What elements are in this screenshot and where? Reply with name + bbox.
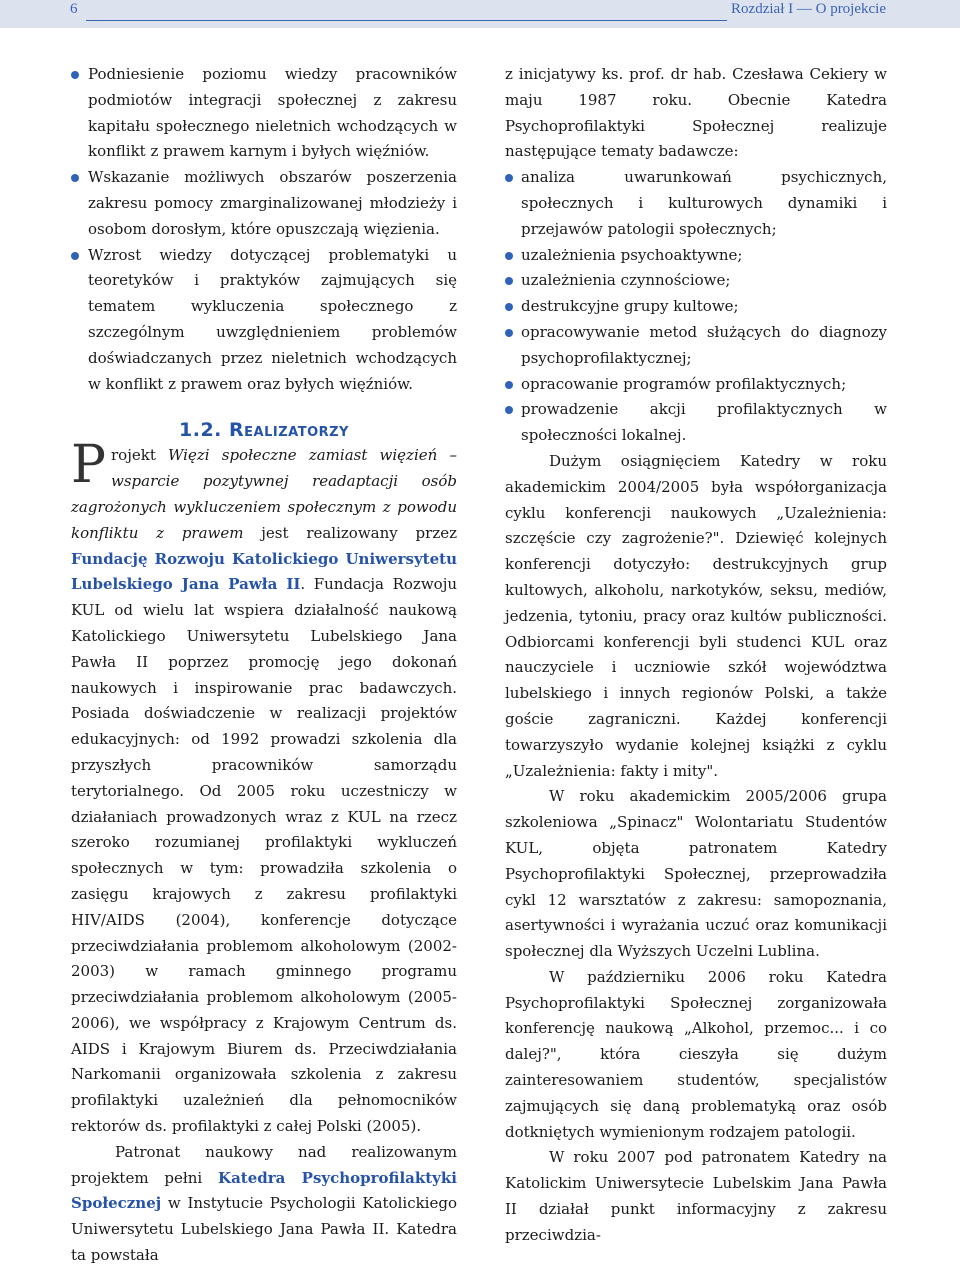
paragraph: [71, 435, 458, 1140]
page-number: 6: [70, 1, 78, 17]
list-item: analiza uwarunkowań psychicznych, społecznych i kulturowych dynamiki i przejawów patologii społecznych;: [505, 165, 887, 242]
paragraph: z inicjatywy ks. prof. dr hab. Czesława Cekiery w maju 1987 roku. Obecnie Katedra Psychoprofilaktyki Społecznej realizuje następujące tematy badawcze:: [505, 65, 887, 161]
list-item: Wzrost wiedzy dotyczącej problematyki u teoretyków i praktyków zajmujących się tematem wykluczenia społecznego z szczególnym uwzględnieniem problemów doświadczanych przez nieletnich wchodzących w konflikt z prawem oraz byłych więźniów.: [71, 243, 457, 398]
text-run: . Fundacja Rozwoju KUL od wielu lat wspiera działalność naukową Katolickiego Uniwersytetu Lubelskiego Jana Pawła II poprzez promocję jego dokonań naukowych i inspirowanie prac badawczych. Posiada doświadczenie w realizacji projektów edukacyjnych: od 1992 prowadzi szkolenia dla przyszłych pracowników samorządu terytorialnego. Od 2005 roku uczestniczy w działaniach prowadzonych wraz z KUL na rzecz szeroko rozumianej profilaktyki wykluczeń społecznych w tym: prowadziła szkolenia o zasięgu krajowych z zakresu profilaktyki HIV/AIDS (2004), konferencje dotyczące przeciwdziałania problemom alkoholowym (2002-2003) w ramach gminnego programu przeciwdziałania problemom alkoholowym (2005-2006), we współpracy z Krajowym Centrum ds. AIDS i Krajowym Biurem ds. Przeciwdziałania Narkomanii organizowała szkolenia z zakresu profilaktyki uzależnień dla pełnomocników rektorów ds. profilaktyki z całej Polski (2005).: [71, 575, 458, 1136]
list-item: opracowywanie metod służących do diagnozy psychoprofilaktycznej;: [505, 320, 887, 372]
list-item: uzależnienia czynnościowe;: [505, 268, 887, 294]
header-rule: [86, 20, 727, 21]
list-item: uzależnienia psychoaktywne;: [505, 243, 887, 269]
foundation-name: Fundację Rozwoju Katolickiego Uniwersytetu Lubelskiego Jana Pawła II: [71, 549, 457, 594]
text-run: Patronat naukowy nad realizowanym projektem pełni: [71, 1142, 457, 1187]
drop-cap: P: [71, 435, 106, 496]
paragraph: [71, 1140, 457, 1269]
project-title: Więzi społeczne zamiast więzień – wsparcie pozytywnej readaptacji osób zagrożonych wykluczeniem społecznym z powodu konfliktu z prawem: [71, 446, 457, 542]
text-run: w Instytucie Psychologii Katolickiego Uniwersytetu Lubelskiego Jana Pawła II. Katedra ta powstała: [71, 1194, 457, 1265]
paragraph: W roku 2007 pod patronatem Katedry na Katolickim Uniwersytecie Lubelskim Jana Pawła II działał punkt informacyjny z zakresu przeciwdzia-: [505, 1148, 887, 1244]
page-header: [0, 0, 960, 28]
chapter-title: Rozdział I — O projekcie: [731, 1, 886, 17]
list-item: destrukcyjne grupy kultowe;: [505, 294, 887, 320]
section-number: 1.2.: [179, 419, 222, 442]
paragraph: Dużym osiągnięciem Katedry w roku akademickim 2004/2005 była współorganizacja cyklu konferencji naukowych „Uzależnienia: szczęście czy zagrożenie?". Dziewięć kolejnych konferencji dotyczyło: destrukcyjnych grup kultowych, alkoholu, narkotyków, seksu, mediów, jedzenia, tytoniu, pracy oraz kultów publiczności. Odbiorcami konferencji byli studenci KUL oraz nauczyciele i uczniowie szkół województwa lubelskiego i innych regionów Polski, a także goście zagraniczni. Każdej konferencji towarzyszyło wydanie kolejnej książki z cyklu „Uzależnienia: fakty i mity".: [505, 451, 887, 780]
list-item: Podniesienie poziomu wiedzy pracowników podmiotów integracji społecznej z zakresu kapitału społecznego nieletnich wchodzących w konflikt z prawem karnym i byłych więźniów.: [71, 62, 457, 165]
section-heading: [71, 419, 457, 441]
list-item: prowadzenie akcji profilaktycznych w społeczności lokalnej.: [505, 397, 887, 449]
text-run: rojekt: [111, 446, 169, 465]
section-title: Realizatorzy: [229, 419, 349, 442]
paragraph: W październiku 2006 roku Katedra Psychoprofilaktyki Społecznej zorganizowała konferencję naukową „Alkohol, przemoc... i co dalej?", która cieszyła się dużym zainteresowaniem studentów, specjalistów zajmujących się daną problematyką oraz osób dotkniętych wymienionym rodzajem patologii.: [505, 967, 887, 1141]
list-item: Wskazanie możliwych obszarów poszerzenia zakresu pomocy zmarginalizowanej młodzieży i osobom dorosłym, które opuszczają więzienia.: [71, 165, 457, 242]
paragraph: W roku akademickim 2005/2006 grupa szkoleniowa „Spinacz" Wolontariatu Studentów KUL, objęta patronatem Katedry Psychoprofilaktyki Społecznej, przeprowadziła cykl 12 warsztatów z zakresu: samopoznania, asertywności i wyrażania uczuć oraz komunikacji społecznej dla Wyższych Uczelni Lublina.: [505, 787, 887, 961]
list-item: opracowanie programów profilaktycznych;: [505, 372, 887, 398]
left-column: [71, 62, 457, 1269]
research-topics-list: [505, 165, 887, 449]
text-run: jest realizowany przez: [243, 523, 457, 542]
objectives-list: [71, 62, 457, 397]
right-column: [505, 62, 887, 1249]
department-name: Katedra Psychoprofilaktyki Społecznej: [71, 1168, 457, 1213]
